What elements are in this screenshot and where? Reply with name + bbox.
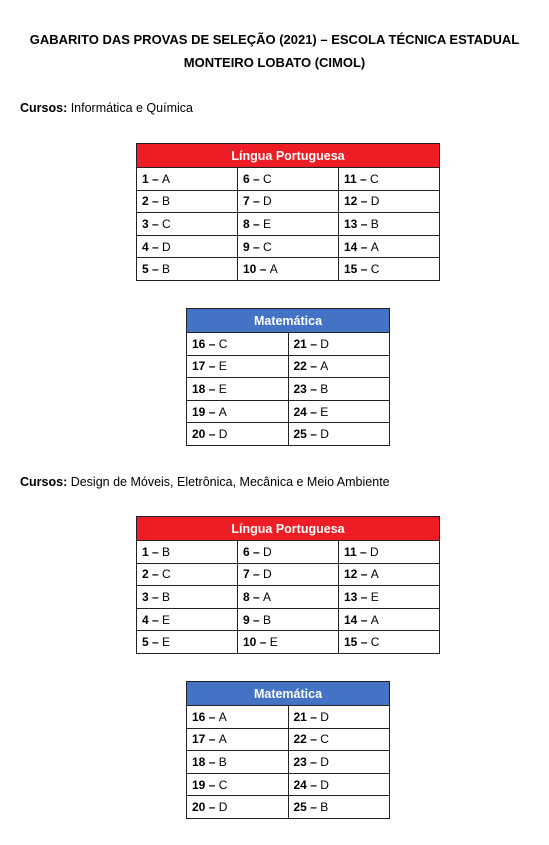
- table-row: [137, 541, 440, 564]
- question-number: 21: [293, 336, 307, 351]
- answer-letter: C: [370, 635, 380, 650]
- table-row: [187, 400, 390, 423]
- table-row: [137, 631, 440, 654]
- separator-dash: –: [249, 239, 264, 254]
- answer-cell: [288, 728, 390, 751]
- separator-dash: –: [357, 239, 371, 254]
- answer-cell: [288, 773, 390, 796]
- answer-letter: C: [370, 262, 380, 277]
- lingua-portuguesa-table-1: [136, 143, 440, 281]
- answer-letter: B: [370, 216, 379, 231]
- answer-letter: E: [320, 404, 329, 419]
- table-row: [187, 355, 390, 378]
- question-number: 1: [142, 171, 149, 186]
- question-number: 15: [344, 262, 358, 277]
- lingua-portuguesa-table-2: [136, 516, 440, 654]
- answer-cell: [288, 751, 390, 774]
- separator-dash: –: [357, 194, 371, 209]
- separator-dash: –: [148, 262, 163, 277]
- separator-dash: –: [306, 381, 321, 396]
- cursos-label: Cursos:: [20, 101, 68, 115]
- question-number: 23: [293, 754, 307, 769]
- answer-letter: D: [320, 709, 329, 724]
- answer-cell: [339, 586, 440, 609]
- table-row: [187, 796, 390, 819]
- separator-dash: –: [148, 544, 163, 559]
- answer-cell: [339, 258, 440, 281]
- separator-dash: –: [306, 754, 321, 769]
- answer-letter: D: [320, 427, 329, 442]
- answer-letter: C: [320, 732, 329, 747]
- question-number: 2: [142, 194, 149, 209]
- separator-dash: –: [205, 709, 219, 724]
- question-number: 4: [142, 239, 149, 254]
- answer-letter: A: [370, 567, 379, 582]
- answer-letter: C: [162, 567, 171, 582]
- answer-letter: D: [218, 800, 228, 815]
- answer-cell: [238, 258, 339, 281]
- question-number: 23: [293, 381, 307, 396]
- separator-dash: –: [205, 754, 219, 769]
- separator-dash: –: [148, 612, 163, 627]
- answer-cell: [339, 168, 440, 191]
- answer-cell: [238, 190, 339, 213]
- table-row: [137, 213, 440, 236]
- separator-dash: –: [205, 800, 219, 815]
- question-number: 12: [344, 194, 358, 209]
- answer-cell: [137, 258, 238, 281]
- answer-letter: C: [218, 336, 228, 351]
- answer-cell: [137, 563, 238, 586]
- answer-cell: [187, 355, 289, 378]
- table-row: [187, 773, 390, 796]
- answer-letter: E: [162, 635, 171, 650]
- separator-dash: –: [249, 612, 264, 627]
- question-number: 14: [344, 239, 358, 254]
- answer-letter: E: [162, 612, 171, 627]
- question-number: 10: [243, 635, 257, 650]
- question-number: 17: [192, 732, 206, 747]
- question-number: 5: [142, 262, 149, 277]
- answer-cell: [288, 400, 390, 423]
- answer-letter: D: [370, 544, 379, 559]
- answer-cell: [137, 608, 238, 631]
- answer-letter: D: [370, 194, 380, 209]
- question-number: 5: [142, 635, 149, 650]
- question-number: 24: [293, 404, 307, 419]
- separator-dash: –: [249, 194, 264, 209]
- question-number: 7: [243, 194, 250, 209]
- answer-cell: [339, 235, 440, 258]
- question-number: 21: [293, 709, 307, 724]
- answer-letter: E: [218, 381, 227, 396]
- table-title: Matemática: [187, 309, 390, 333]
- separator-dash: –: [356, 544, 371, 559]
- answer-cell: [187, 400, 289, 423]
- table-row: [137, 168, 440, 191]
- answer-cell: [187, 728, 289, 751]
- answer-cell: [288, 796, 390, 819]
- answer-letter: D: [162, 239, 171, 254]
- question-number: 22: [293, 732, 307, 747]
- separator-dash: –: [256, 635, 270, 650]
- answer-letter: B: [162, 589, 171, 604]
- question-number: 9: [243, 239, 250, 254]
- separator-dash: –: [205, 336, 219, 351]
- separator-dash: –: [249, 567, 264, 582]
- answer-cell: [238, 631, 339, 654]
- separator-dash: –: [205, 732, 219, 747]
- answer-letter: B: [320, 800, 329, 815]
- separator-dash: –: [249, 544, 264, 559]
- answer-letter: A: [162, 171, 171, 186]
- answer-cell: [288, 333, 390, 356]
- answer-letter: B: [263, 612, 272, 627]
- question-number: 1: [142, 544, 149, 559]
- separator-dash: –: [306, 404, 321, 419]
- table-row: [187, 751, 390, 774]
- cursos-text: Informática e Química: [67, 101, 193, 115]
- separator-dash: –: [306, 800, 321, 815]
- answer-cell: [137, 586, 238, 609]
- answer-cell: [187, 773, 289, 796]
- document-title-line1: GABARITO DAS PROVAS DE SELEÇÃO (2021) – ESCOLA TÉCNICA ESTADUAL: [29, 32, 520, 47]
- answer-letter: E: [218, 359, 227, 374]
- answer-letter: D: [320, 777, 329, 792]
- separator-dash: –: [306, 709, 321, 724]
- table-row: [187, 333, 390, 356]
- separator-dash: –: [205, 359, 219, 374]
- question-number: 7: [243, 567, 250, 582]
- answer-cell: [137, 213, 238, 236]
- matematica-table-2: [186, 681, 390, 819]
- answer-letter: C: [218, 777, 228, 792]
- answer-cell: [238, 213, 339, 236]
- separator-dash: –: [357, 216, 371, 231]
- table-row: [137, 258, 440, 281]
- separator-dash: –: [356, 171, 371, 186]
- answer-cell: [339, 190, 440, 213]
- question-number: 3: [142, 216, 149, 231]
- separator-dash: –: [306, 336, 321, 351]
- separator-dash: –: [357, 635, 371, 650]
- question-number: 10: [243, 262, 257, 277]
- question-number: 2: [142, 567, 149, 582]
- separator-dash: –: [249, 171, 264, 186]
- separator-dash: –: [148, 194, 163, 209]
- separator-dash: –: [357, 612, 371, 627]
- cursos-label: Cursos:: [20, 475, 68, 489]
- question-number: 25: [293, 800, 307, 815]
- separator-dash: –: [357, 589, 371, 604]
- question-number: 11: [344, 171, 357, 186]
- cursos-text: Design de Móveis, Eletrônica, Mecânica e Meio Ambiente: [67, 475, 390, 489]
- answer-letter: A: [218, 732, 227, 747]
- separator-dash: –: [306, 777, 321, 792]
- answer-cell: [288, 706, 390, 729]
- question-number: 11: [344, 544, 357, 559]
- answer-cell: [339, 631, 440, 654]
- answer-letter: A: [370, 239, 379, 254]
- question-number: 18: [192, 754, 206, 769]
- answer-cell: [238, 235, 339, 258]
- answer-cell: [187, 423, 289, 446]
- table-row: [137, 608, 440, 631]
- answer-cell: [238, 541, 339, 564]
- answer-cell: [339, 213, 440, 236]
- question-number: 14: [344, 612, 358, 627]
- table-row: [187, 728, 390, 751]
- answer-letter: B: [218, 754, 227, 769]
- answer-cell: [137, 541, 238, 564]
- separator-dash: –: [249, 216, 264, 231]
- answer-letter: B: [162, 262, 171, 277]
- question-number: 16: [192, 709, 206, 724]
- question-number: 24: [293, 777, 307, 792]
- separator-dash: –: [306, 427, 321, 442]
- answer-letter: B: [320, 381, 329, 396]
- answer-letter: A: [269, 262, 278, 277]
- answer-letter: C: [370, 171, 379, 186]
- separator-dash: –: [205, 427, 219, 442]
- separator-dash: –: [148, 239, 163, 254]
- question-number: 16: [192, 336, 206, 351]
- table-row: [187, 706, 390, 729]
- answer-cell: [187, 378, 289, 401]
- answer-letter: A: [370, 612, 379, 627]
- answer-cell: [238, 586, 339, 609]
- question-number: 20: [192, 427, 206, 442]
- question-number: 9: [243, 612, 250, 627]
- question-number: 19: [192, 404, 206, 419]
- separator-dash: –: [205, 404, 219, 419]
- answer-letter: A: [320, 359, 329, 374]
- answer-cell: [137, 168, 238, 191]
- question-number: 20: [192, 800, 206, 815]
- answer-letter: B: [162, 194, 171, 209]
- separator-dash: –: [205, 381, 219, 396]
- question-number: 13: [344, 589, 358, 604]
- answer-letter: C: [263, 171, 272, 186]
- table-row: [137, 235, 440, 258]
- answer-cell: [187, 796, 289, 819]
- separator-dash: –: [148, 171, 163, 186]
- table-row: [137, 563, 440, 586]
- answer-cell: [238, 608, 339, 631]
- separator-dash: –: [357, 262, 371, 277]
- answer-letter: E: [370, 589, 379, 604]
- answer-cell: [137, 190, 238, 213]
- separator-dash: –: [357, 567, 371, 582]
- answer-letter: E: [263, 216, 272, 231]
- answer-letter: D: [320, 336, 329, 351]
- answer-letter: A: [218, 404, 227, 419]
- question-number: 6: [243, 171, 250, 186]
- separator-dash: –: [306, 359, 321, 374]
- answer-cell: [288, 378, 390, 401]
- answer-letter: E: [269, 635, 278, 650]
- question-number: 17: [192, 359, 206, 374]
- question-number: 22: [293, 359, 307, 374]
- answer-letter: C: [263, 239, 272, 254]
- answer-cell: [288, 355, 390, 378]
- answer-cell: [187, 706, 289, 729]
- question-number: 8: [243, 216, 250, 231]
- answer-letter: D: [263, 567, 272, 582]
- answer-letter: D: [218, 427, 228, 442]
- separator-dash: –: [148, 635, 163, 650]
- answer-cell: [238, 563, 339, 586]
- answer-letter: D: [263, 194, 272, 209]
- separator-dash: –: [306, 732, 321, 747]
- separator-dash: –: [148, 567, 163, 582]
- separator-dash: –: [256, 262, 270, 277]
- answer-cell: [137, 631, 238, 654]
- answer-letter: D: [263, 544, 272, 559]
- answer-letter: A: [218, 709, 227, 724]
- table-row: [137, 586, 440, 609]
- answer-cell: [187, 333, 289, 356]
- separator-dash: –: [148, 589, 163, 604]
- answer-cell: [288, 423, 390, 446]
- question-number: 15: [344, 635, 358, 650]
- document-title-line2: MONTEIRO LOBATO (CIMOL): [183, 55, 366, 70]
- question-number: 25: [293, 427, 307, 442]
- question-number: 3: [142, 589, 149, 604]
- table-row: [137, 190, 440, 213]
- question-number: 8: [243, 589, 250, 604]
- answer-cell: [187, 751, 289, 774]
- table-title: Língua Portuguesa: [137, 144, 440, 168]
- matematica-table-1: [186, 308, 390, 446]
- question-number: 12: [344, 567, 358, 582]
- answer-letter: D: [320, 754, 329, 769]
- answer-letter: C: [162, 216, 171, 231]
- answer-cell: [339, 541, 440, 564]
- separator-dash: –: [249, 589, 264, 604]
- question-number: 6: [243, 544, 250, 559]
- answer-cell: [137, 235, 238, 258]
- answer-cell: [339, 563, 440, 586]
- separator-dash: –: [148, 216, 163, 231]
- cursos-line-2: [20, 475, 390, 489]
- separator-dash: –: [205, 777, 219, 792]
- table-title: Língua Portuguesa: [137, 517, 440, 541]
- answer-cell: [339, 608, 440, 631]
- answer-letter: A: [263, 589, 272, 604]
- question-number: 18: [192, 381, 206, 396]
- answer-cell: [238, 168, 339, 191]
- question-number: 13: [344, 216, 358, 231]
- table-row: [187, 378, 390, 401]
- table-title: Matemática: [187, 682, 390, 706]
- table-row: [187, 423, 390, 446]
- question-number: 19: [192, 777, 206, 792]
- cursos-line-1: [20, 101, 193, 115]
- answer-letter: B: [162, 544, 171, 559]
- question-number: 4: [142, 612, 149, 627]
